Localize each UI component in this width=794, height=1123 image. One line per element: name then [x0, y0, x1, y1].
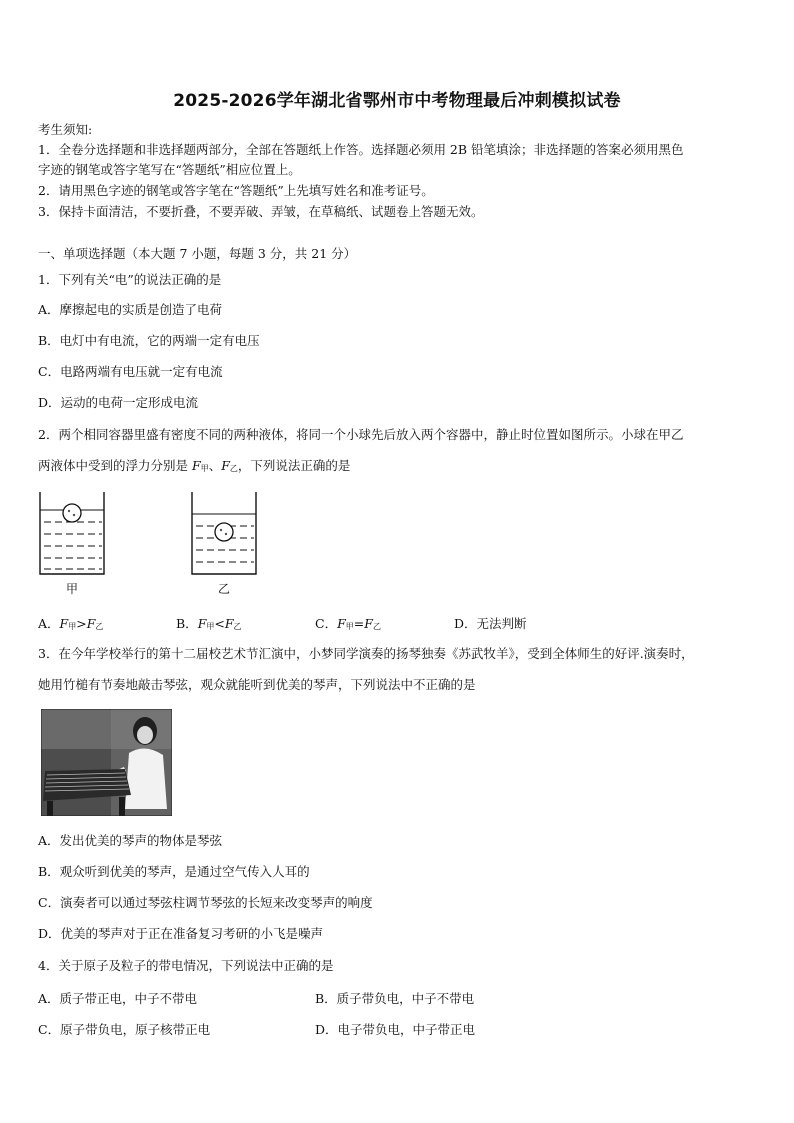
section-heading: 一、单项选择题（本大题 7 小题，每题 3 分，共 21 分）	[38, 246, 357, 261]
figure-label-jia: 甲	[66, 582, 79, 596]
q2-option-c: C．$F_甲=F_乙$	[315, 616, 381, 631]
q3-option-d: D．优美的琴声对于正在准备复习考研的小飞是噪声	[38, 926, 324, 941]
q1-option-d: D．运动的电荷一定形成电流	[38, 395, 199, 410]
dulcimer-performance-photo	[41, 709, 172, 816]
q2-stem-suffix: ，下列说法正确的是	[237, 458, 351, 473]
q2-stem-line1: 2．两个相同容器里盛有密度不同的两种液体，将同一个小球先后放入两个容器中，静止时位置如图所示。小球在甲乙	[38, 427, 684, 442]
notice-heading: 考生须知:	[38, 122, 93, 137]
sub-jia: 甲	[200, 464, 209, 473]
notice-item-3: 3．保持卡面清洁，不要折叠，不要弄破、弄皱，在草稿纸、试题卷上答题无效。	[38, 204, 484, 219]
q1-option-a: A．摩擦起电的实质是创造了电荷	[38, 302, 223, 317]
notice-item-1: 1．全卷分选择题和非选择题两部分，全部在答题纸上作答。选择题必须用 2B 铅笔填涂；非选择题的答案必须用黑色	[38, 142, 684, 157]
page-title: 2025-2026学年湖北省鄂州市中考物理最后冲刺模拟试卷	[173, 91, 621, 111]
sub-yi: 乙	[229, 464, 238, 473]
figure-label-yi: 乙	[218, 582, 231, 596]
q4-option-d: D．电子带负电，中子带正电	[315, 1022, 476, 1037]
q2-option-d: D．无法判断	[454, 616, 527, 631]
q3-stem-line2: 她用竹槌有节奏地敲击琴弦，观众就能听到优美的琴声，下列说法中不正确的是	[38, 677, 476, 692]
q1-option-c: C．电路两端有电压就一定有电流	[38, 364, 223, 379]
f-symbol: F	[221, 458, 230, 473]
q1-stem: 1．下列有关“电”的说法正确的是	[38, 272, 222, 287]
notice-item-2: 2．请用黑色字迹的钢笔或答字笔在“答题纸”上先填写姓名和准考证号。	[38, 183, 434, 198]
q2-option-b: B．$F_甲<F_乙$	[176, 616, 242, 631]
q2-stem-prefix: 两液体中受到的浮力分别是	[38, 458, 189, 473]
q3-option-c: C．演奏者可以通过琴弦柱调节琴弦的长短来改变琴声的响度	[38, 895, 373, 910]
q3-option-b: B．观众听到优美的琴声，是通过空气传入人耳的	[38, 864, 310, 879]
q3-stem-line1: 3．在今年学校举行的第十二届校艺术节汇演中，小梦同学演奏的扬琴独奏《苏武牧羊》，受到全体师生的好评.演奏时，	[38, 646, 694, 661]
container-jia-diagram	[36, 490, 108, 576]
q2-option-a: A．$F_甲>F_乙$	[38, 616, 104, 631]
q1-option-b: B．电灯中有电流，它的两端一定有电压	[38, 333, 260, 348]
f-symbol: F	[192, 458, 201, 473]
q4-option-a: A．质子带正电，中子不带电	[38, 991, 198, 1006]
q3-option-a: A．发出优美的琴声的物体是琴弦	[38, 833, 223, 848]
q4-option-b: B．质子带负电，中子不带电	[315, 991, 475, 1006]
container-yi-diagram	[188, 490, 260, 576]
q4-option-c: C．原子带负电，原子核带正电	[38, 1022, 211, 1037]
q4-stem: 4．关于原子及粒子的带电情况，下列说法中正确的是	[38, 958, 334, 973]
q2-stem-line2: 两液体中受到的浮力分别是 $F_甲$、$F_乙$，下列说法正确的是	[38, 458, 351, 473]
notice-item-1-cont: 字迹的钢笔或答字笔写在“答题纸”相应位置上。	[38, 162, 301, 177]
